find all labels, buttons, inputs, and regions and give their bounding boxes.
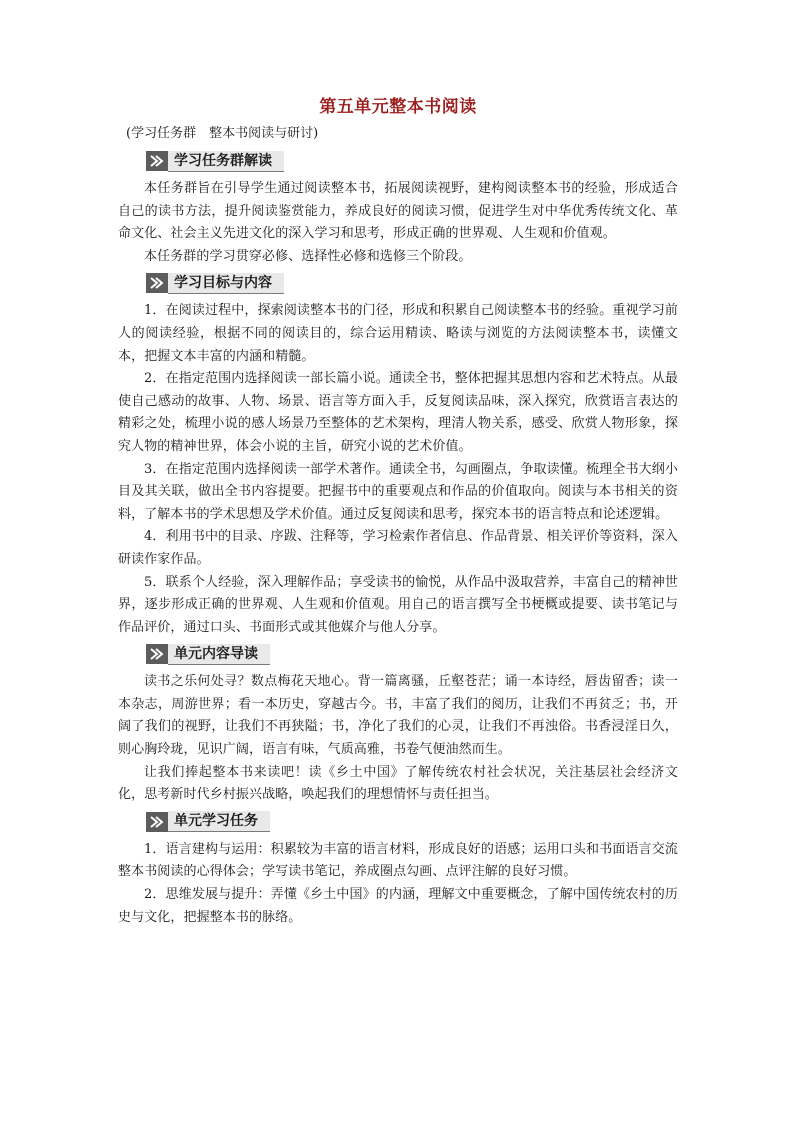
section-arrow-icon xyxy=(146,273,168,293)
section-arrow-icon xyxy=(146,644,168,664)
section-heading-label: 学习任务群解读 xyxy=(168,151,284,172)
section-heading-label: 单元内容导读 xyxy=(168,644,270,665)
paragraph: 2．思维发展与提升：弄懂《乡土中国》的内涵，理解文中重要概念，了解中国传统农村的历史与文化，把握整本书的脉络。 xyxy=(118,887,678,925)
section-heading-label: 单元学习任务 xyxy=(168,811,270,832)
paragraph: 让我们捧起整本书来读吧！读《乡土中国》了解传统农村社会状况，关注基层社会经济文化，思考新时代乡村振兴战略，唤起我们的理想情怀与责任担当。 xyxy=(118,764,678,803)
section-heading-learning-goals xyxy=(146,272,678,294)
paragraph: 本任务群的学习贯穿必修、选择性必修和选修三个阶段。 xyxy=(144,248,472,264)
paragraph: 1．在阅读过程中，探索阅读整本书的门径，形成和积累自己阅读整本书的经验。重视学习前人的阅读经验，根据不同的阅读目的，综合运用精读、略读与浏览的方法阅读整本书，读懂文本，把握文本丰富的内涵和精髓。 xyxy=(118,303,678,364)
page-title: 第五单元整本书阅读 xyxy=(319,97,477,117)
section-arrow-icon xyxy=(146,812,168,832)
section-heading-unit-guide xyxy=(146,643,678,665)
section-arrow-icon xyxy=(146,151,168,171)
paragraph: 5．联系个人经验，深入理解作品；享受读书的愉悦，从作品中汲取营养，丰富自己的精神世界，逐步形成正确的世界观、人生观和价值观。用自己的语言撰写全书梗概或提要、读书笔记与作品评价，通过口头、书面形式或其他媒介与他人分享。 xyxy=(118,574,678,635)
section-heading-label: 学习目标与内容 xyxy=(168,273,284,294)
paragraph: 4．利用书中的目录、序跋、注释等，学习检索作者信息、作品背景、相关评价等资料，深入研读作家作品。 xyxy=(118,529,678,567)
paragraph: 读书之乐何处寻？数点梅花天地心。背一篇离骚，丘壑苍茫；诵一本诗经，唇齿留香；读一本杂志，周游世界；看一本历史，穿越古今。书，丰富了我们的阅历，让我们不再贫乏；书，开阔了我们的视野，让我们不再狭隘；书，净化了我们的心灵，让我们不再浊俗。书香浸淫日久，则心胸玲珑，见识广阔，语言有味，气质高雅，书卷气便油然而生。 xyxy=(118,674,678,758)
paragraph: 1．语言建构与运用：积累较为丰富的语言材料，形成良好的语感；运用口头和书面语言交流整本书阅读的心得体会；学写读书笔记，养成圈点勾画、点评注解的良好习惯。 xyxy=(118,841,678,880)
section-heading-task-group-interpretation xyxy=(146,150,678,172)
page-subtitle: (学习任务群 整本书阅读与研讨) xyxy=(126,126,319,141)
paragraph: 3．在指定范围内选择阅读一部学术著作。通读全书，勾画圈点，争取读懂。梳理全书大纲小目及其关联，做出全书内容提要。把握书中的重要观点和作品的价值取向。阅读与本书相关的资料，了解本书的学术思想及学术价值。通过反复阅读和思考，探究本书的语言特点和论述逻辑。 xyxy=(118,461,678,522)
document-content xyxy=(118,96,678,929)
paragraph: 2．在指定范围内选择阅读一部长篇小说。通读全书，整体把握其思想内容和艺术特点。从最使自己感动的故事、人物、场景、语言等方面入手，反复阅读品味，深入探究，欣赏语言表达的精彩之处，梳理小说的感人场景乃至整体的艺术架构，理清人物关系，感受、欣赏人物形象，探究人物的精神世界，体会小说的主旨，研究小说的艺术价值。 xyxy=(118,371,678,454)
section-heading-unit-tasks xyxy=(146,811,678,833)
paragraph: 本任务群旨在引导学生通过阅读整本书，拓展阅读视野，建构阅读整本书的经验，形成适合自己的读书方法，提升阅读鉴赏能力，养成良好的阅读习惯，促进学生对中华优秀传统文化、革命文化、社会主义先进文化的深入学习和思考，形成正确的世界观、人生观和价值观。 xyxy=(118,181,678,242)
